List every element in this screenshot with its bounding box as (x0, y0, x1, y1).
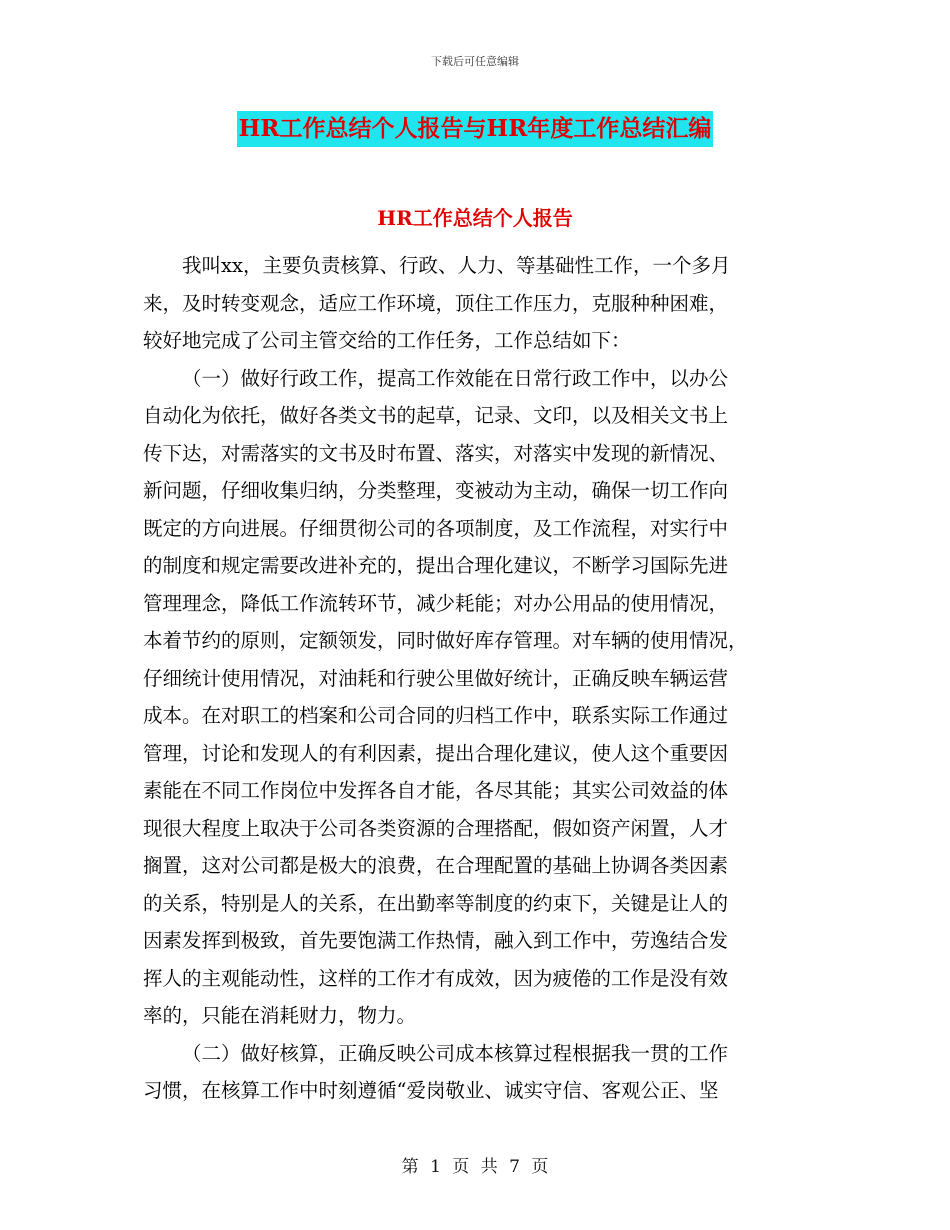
header-note: 下载后可任意编辑 (431, 55, 519, 68)
paragraph-accounting: （二）做好核算，正确反映公司成本核算过程根据我一贯的工作 习惯，在核算工作中时刻遵循“爱岗敬业、诚实守信、客观公正、坚 (143, 1041, 729, 1102)
section-title: HR工作总结个人报告 (377, 206, 573, 230)
page-number: 第 1 页 共 7 页 (401, 1157, 549, 1177)
paragraph-intro: 我叫xx，主要负责核算、行政、人力、等基础性工作，一个多月 来，及时转变观念，适应工作环境，顶住工作压力，克服种种困难， 较好地完成了公司主管交给的工作任务，工作总结如下： (143, 254, 731, 352)
document-body (143, 247, 808, 1110)
main-title-container (0, 111, 950, 147)
paragraph-admin-work: （一）做好行政工作，提高工作效能在日常行政工作中，以办公 自动化为依托，做好各类文书的起草，记录、文印，以及相关文书上 传下达，对需落实的文书及时布置、落实，对落实中发现的新情况、 新问题，仔细收集归纳，分类整理，变被动为主动，确保一切工作向 既定的方向进展。仔细贯彻公司的各项制度，及工作流程，对实行中 的制度和规定需要改进补充的，提出合理化建议，不断学习国际先进 管理理念，降低工作流转环节，减少耗能；对办公用品的使用情况， 本着节约的原则，定额领发，同时做好库存管理。对车辆的使用情况， 仔细统计使用情况，对油耗和行驶公里做好统计，正确反映车辆运营 成本。在对职工的档案和公司合同的归档工作中，联系实际工作通过 管理，讨论和发现人的有利因素，提出合理化建议，使人这个重要因 素能在不同工作岗位中发挥各自才能，各尽其能；其实公司效益的体 现很大程度上取决于公司各类资源的合理搭配，假如资产闲置，人才 搁置，这对公司都是极大的浪费，在合理配置的基础上协调各类因素 的关系，特别是人的关系，在出勤率等制度的约束下，关键是让人的 因素发挥到极致，首先要饱满工作热情，融入到工作中，劳逸结合发 挥人的主观能动性，这样的工作才有成效，因为疲倦的工作是没有效 率的，只能在消耗财力，物力。 (143, 366, 748, 1027)
document-title: HR工作总结个人报告与HR年度工作总结汇编 (237, 111, 714, 147)
